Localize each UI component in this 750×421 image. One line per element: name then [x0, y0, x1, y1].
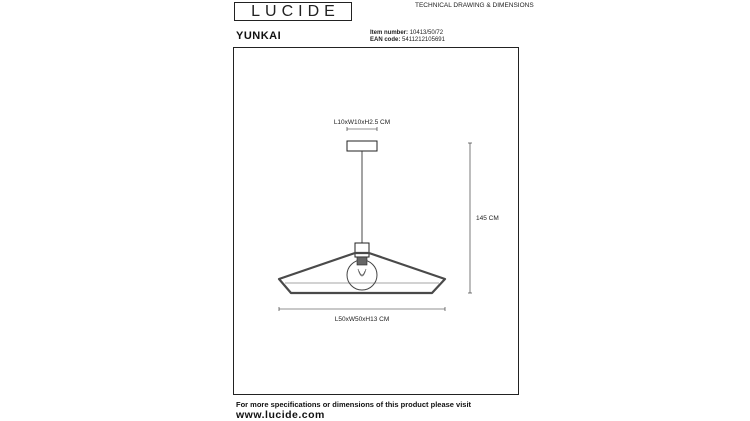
brand-logo [234, 2, 352, 21]
technical-drawing [233, 47, 519, 395]
ceiling-canopy [347, 141, 377, 151]
document-title: TECHNICAL DRAWING & DIMENSIONS [415, 2, 534, 9]
footer-note: For more specifications or dimensions of this product please visit [236, 400, 472, 409]
ean-code-label: EAN code: [370, 37, 401, 43]
item-number-value: 10413/50/72 [409, 30, 444, 36]
bulb-socket [357, 257, 367, 265]
height-dimension-label: 145 CM [476, 215, 499, 222]
footer-url-link[interactable]: www.lucide.com [236, 409, 325, 421]
item-number [370, 30, 443, 36]
socket-holder [355, 243, 369, 257]
width-dimension-label: L50xW50xH13 CM [334, 316, 390, 323]
ean-code [370, 37, 445, 43]
ean-code-value: 5411212105691 [402, 37, 445, 43]
product-name: YUNKAI [236, 30, 282, 42]
item-number-label: Item number: [370, 30, 409, 36]
canopy-dimension-label: L10xW10xH2.5 CM [333, 119, 391, 126]
brand-logo-text: LUCIDE [251, 2, 340, 20]
